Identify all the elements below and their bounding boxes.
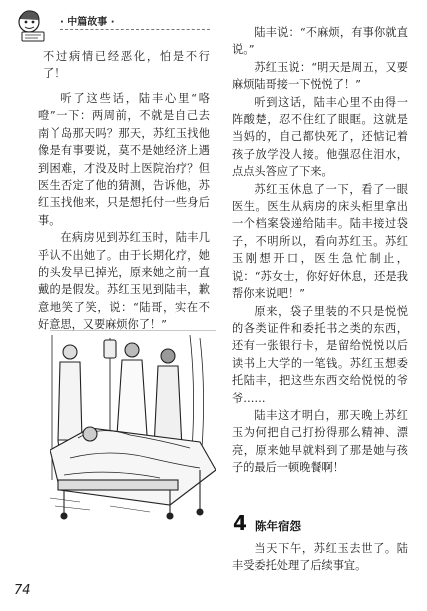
paragraph: 苏红玉说：“明天是周五，又要麻烦陆哥接一下悦悦了！” xyxy=(232,60,408,92)
hospital-scene-illustration xyxy=(50,330,216,520)
paragraph: 陆丰说：“不麻烦，有事你就直说。” xyxy=(232,26,408,57)
section-label: · 中篇故事 · xyxy=(60,17,115,28)
page-header xyxy=(14,8,204,42)
page-number: 74 xyxy=(14,583,31,598)
paragraph: 听了这些话，陆丰心里“咯噔”一下：两周前，不就是自己去南丫岛那天吗？那天，苏红玉找他像是有事要说，莫不是她经济上遇到困难，才没及时上医院治疗？但医生否定了他的猜测，告诉他，苏红玉找他来，只是想托付一些身后事。 xyxy=(38,92,210,227)
section-heading xyxy=(233,513,409,537)
paragraph: 听到这话，陆丰心里不由得一阵酸楚，忍不住红了眼眶。这就是当妈的，自己都快死了，还惦记着孩子放学没人接。他强忍住泪水，点点头答应了下来。 xyxy=(232,95,408,179)
section-body xyxy=(232,540,408,575)
cartoon-face-icon xyxy=(14,8,48,42)
paragraph: 陆丰这才明白，那天晚上苏红玉为何把自己打扮得那么精神、漂亮，原来她早就料到了那是她与孩子的最后一顿晚餐啊！ xyxy=(232,408,408,475)
paragraph: 当天下午，苏红玉去世了。陆丰受委托处理了后续事宜。 xyxy=(232,542,408,573)
section-title: 陈年宿怨 xyxy=(255,519,301,533)
paragraph: 不过病情已经恶化，怕是不行了！ xyxy=(43,50,210,81)
left-column-top xyxy=(43,48,210,83)
section-number: 4 xyxy=(233,511,247,535)
right-column xyxy=(232,24,408,477)
paragraph: 在病房见到苏红玉时，陆丰几乎认不出她了。由于长期化疗，她的头发早已掉光，原来她之前一直戴的是假发。苏红玉见到陆丰，歉意地笑了笑，说：“陆哥，实在不好意思，又要麻烦你了！” xyxy=(38,231,210,332)
header-divider xyxy=(60,29,210,30)
paragraph: 原来，袋子里装的不只是悦悦的各类证件和委托书之类的东西，还有一张银行卡，是留给悦悦以后读书上大学的一笔钱。苏红玉想委托陆丰，把这些东西交给悦悦的爷爷…… xyxy=(232,304,408,405)
paragraph: 苏红玉休息了一下，看了一眼医生。医生从病房的床头柜里拿出一个档案袋递给陆丰。陆丰接过袋子，不明所以，看向苏红玉。苏红玉刚想开口，医生急忙制止，说：“苏女士，你好好休息，还是我帮你来说吧！” xyxy=(232,182,408,301)
left-column xyxy=(38,90,210,334)
